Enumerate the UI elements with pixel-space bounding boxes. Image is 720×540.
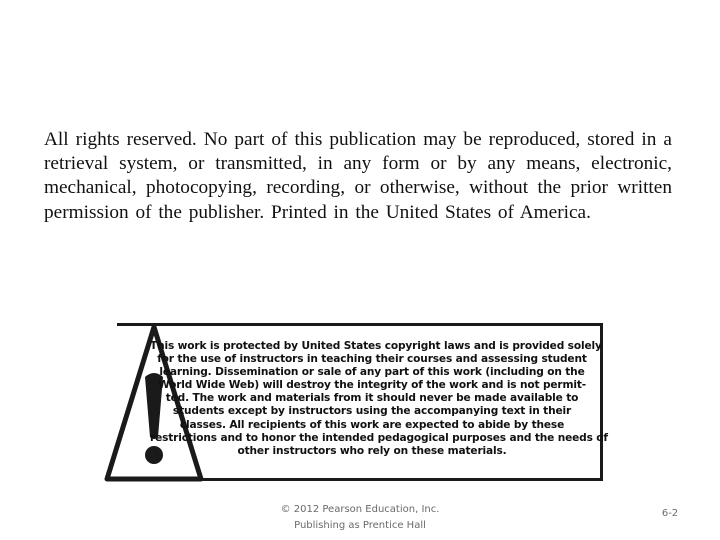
page-number: 6-2	[661, 508, 679, 519]
copyright-warning-text	[150, 340, 608, 458]
publisher-line: Publishing as Prentice Hall	[294, 520, 426, 531]
copyright-line: © 2012 Pearson Education, Inc.	[280, 504, 440, 515]
warning-line: learning. Dissemination or sale of any part of this work (including on the	[159, 366, 585, 379]
warning-line: for the use of instructors in teaching their courses and assessing student	[157, 353, 587, 366]
warning-line: This work is protected by United States copyright laws and is provided solely	[150, 340, 602, 352]
warning-line: restrictions and to honor the intended pedagogical purposes and the needs of	[150, 431, 608, 444]
warning-line: students except by instructors using the accompanying text in their	[172, 405, 572, 418]
warning-line: ted. The work and materials from it should never be made available to	[165, 392, 579, 405]
warning-line: other instructors who rely on these materials.	[237, 444, 507, 457]
warning-line: classes. All recipients of this work are expected to abide by these	[179, 418, 565, 431]
warning-line: World Wide Web) will destroy the integrity of the work and is not permit-	[157, 379, 587, 392]
rights-reserved-text: All rights reserved. No part of this publication may be reproduced, stored in a retrieval system, or transmitted, in any form or by any means, electronic, mechanical, photocopying, recording, or otherwise, without the prior written permission of the publisher. Printed in the United States of America.	[44, 129, 672, 223]
footer-copyright	[250, 502, 470, 534]
